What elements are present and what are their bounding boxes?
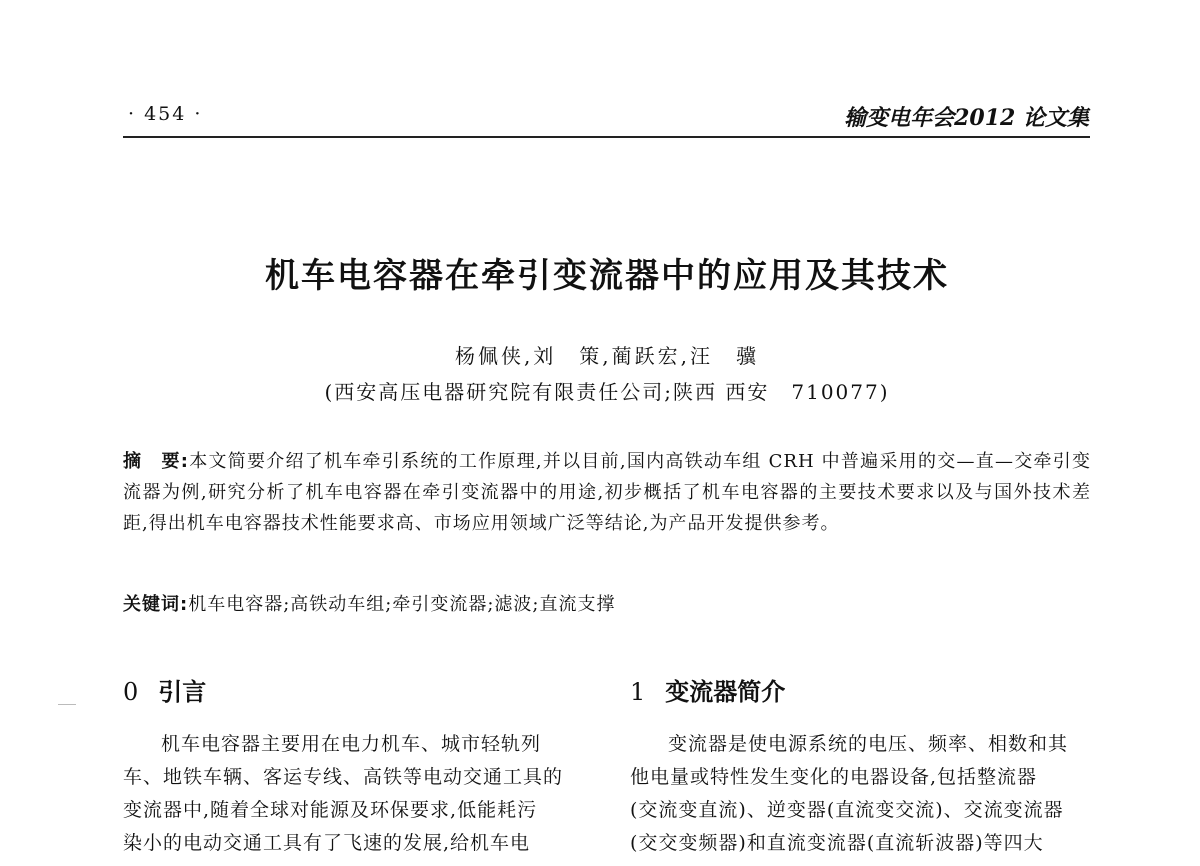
abstract-label: 摘 要: — [123, 451, 189, 472]
section-heading-converter — [630, 672, 785, 707]
keywords — [123, 589, 1091, 620]
journal-title: 输变电年会2012 论文集 — [844, 105, 1089, 131]
header-rule — [123, 136, 1090, 138]
abstract-text: 本文简要介绍了机车牵引系统的工作原理,并以目前,国内高铁动车组 CRH 中普遍采用的交—直—交牵引变流器为例,研究分析了机车电容器在牵引变流器中的用途,初步概括了机车电容器的主要技术要求以及与国外技术差距,得出机车电容器技术性能要求高、市场应用领域广泛等结论,为产品开发提供参考。 — [123, 451, 1092, 534]
section-heading-introduction — [123, 672, 206, 707]
keywords-label: 关键词: — [123, 594, 189, 615]
abstract — [123, 446, 1091, 539]
authors: 杨佩侠,刘 策,蔺跃宏,汪 骥 — [454, 344, 760, 368]
section-title: 变流器简介 — [665, 678, 786, 706]
left-column-text — [123, 728, 583, 860]
text-line: 机车电容器主要用在电力机车、城市轻轨列 — [161, 733, 542, 755]
margin-mark — [58, 704, 76, 705]
paper-title: 机车电容器在牵引变流器中的应用及其技术 — [265, 256, 949, 296]
affiliation: (西安高压电器研究院有限责任公司;陕西 西安 710077) — [324, 380, 890, 404]
text-line: (交交变频器)和直流变流器(直流斩波器)等四大 — [630, 832, 1044, 854]
right-column-text — [630, 728, 1090, 860]
section-number: 0 — [123, 678, 139, 706]
section-title: 引言 — [158, 678, 207, 706]
page-number: · 454 · — [128, 103, 203, 125]
section-number: 1 — [630, 678, 646, 706]
text-line: 染小的电动交通工具有了飞速的发展,给机车电 — [123, 832, 531, 854]
text-line: 变流器中,随着全球对能源及环保要求,低能耗污 — [123, 799, 538, 821]
text-line: 车、地铁车辆、客运专线、高铁等电动交通工具的 — [123, 766, 564, 788]
text-line: (交流变直流)、逆变器(直流变交流)、交流变流器 — [630, 799, 1064, 821]
text-line: 变流器是使电源系统的电压、频率、相数和其 — [668, 733, 1069, 755]
text-line: 他电量或特性发生变化的电器设备,包括整流器 — [630, 766, 1038, 788]
keywords-text: 机车电容器;高铁动车组;牵引变流器;滤波;直流支撑 — [188, 594, 616, 615]
